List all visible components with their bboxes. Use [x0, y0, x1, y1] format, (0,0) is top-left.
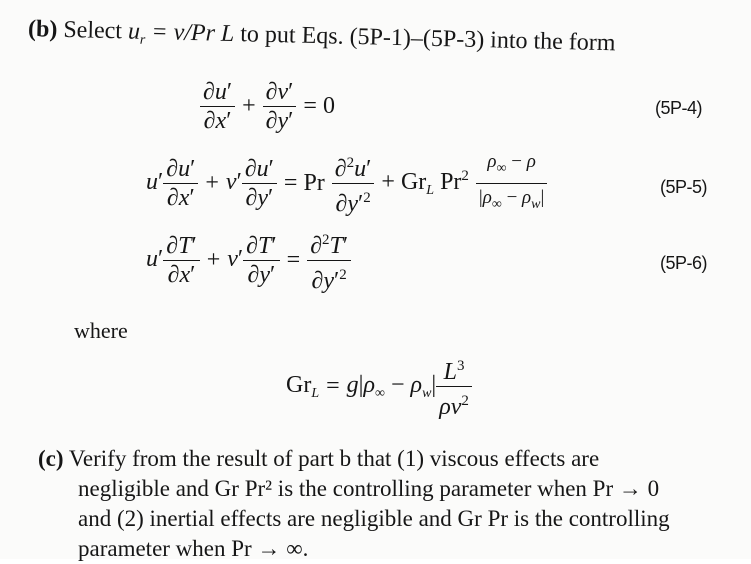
- equation-5p-5: u′ $\frac{\partial u'}{\partial x'}$ + v′ $\frac{\partial u'}{\partial y'}$ = Pr $\frac{\partial^2u'}{\partial y'^2}$ + $Gr_L$ Pr$^2$ $\frac{\rho_\infty - \rho}{|\rho_\infty - \rho_w|}$: [146, 148, 547, 219]
- fraction-du-dx: $\frac{\partial u'}{\partial x'}$: [200, 78, 235, 135]
- part-b-statement: [28, 16, 616, 60]
- part-c-line-1: (c) Verify from the result of part b that (1) viscous effects are: [38, 446, 600, 471]
- part-b-text-after: to put Eqs. (5P-1)–(5P-3) into the form: [239, 21, 616, 57]
- part-b-formula: $u_r = \nu/Pr$ L: [127, 18, 235, 48]
- where-label: where: [74, 318, 128, 343]
- equation-tag-5p-4: (5P-4): [655, 98, 703, 118]
- part-b-text-before: Select: [63, 16, 123, 45]
- equation-tag-5p-5: (5P-5): [660, 177, 708, 197]
- part-c-label: (c): [38, 446, 64, 471]
- equation-tag-5p-6: (5P-6): [660, 253, 708, 273]
- part-c-line-3: and (2) inertial effects are negligible and Gr Pr is the controlling: [78, 506, 670, 531]
- part-c-paragraph: [38, 444, 670, 564]
- part-b-label: (b): [27, 16, 58, 43]
- part-c-line-4: parameter when Pr → ∞.: [78, 536, 309, 561]
- part-c-line-2: negligible and Gr Pr² is the controlling parameter when Pr → 0: [78, 476, 660, 501]
- grashof-definition: $Gr_L = g|\rho_\infty - \rho_w|$ $\frac{L^3}{\rho\nu^2}$: [286, 352, 472, 421]
- equation-5p-4: $\frac{\partial u'}{\partial x'}$ + $\frac{\partial v'}{\partial y'}$ = 0: [200, 78, 342, 135]
- equation-5p-6: u′ $\frac{\partial T'}{\partial x'}$ + v′ $\frac{\partial T'}{\partial y'}$ = $\frac{\partial^2T'}{\partial y'^2}$: [146, 226, 351, 295]
- fraction-dv-dy: $\frac{\partial v'}{\partial y'}$: [263, 78, 297, 135]
